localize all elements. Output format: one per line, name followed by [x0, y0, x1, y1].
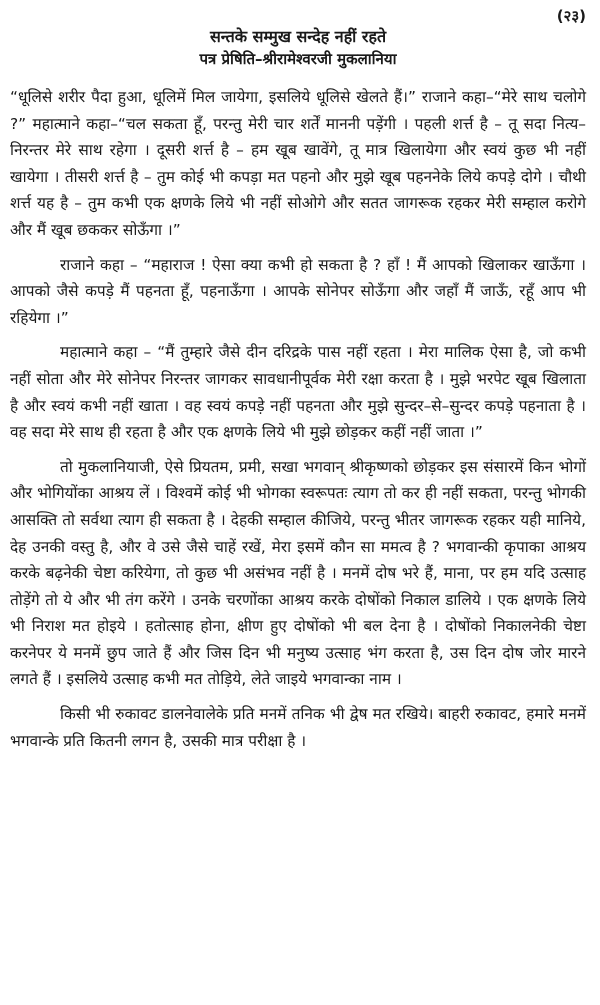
- paragraph: महात्माने कहा – “मैं तुम्हारे जैसे दीन दरिद्रके पास नहीं रहता । मेरा मालिक ऐसा है, जो कभी नहीं सोता और मेरे सोनेपर निरन्तर जागकर सावधानीपूर्वक मेरी रक्षा करता है । मुझे भरपेट खूब खिलाता है और स्वयं कभी नहीं खाता । वह स्वयं कपड़े नहीं पहनता और मुझे सुन्दर–से–सुन्दर कपड़े पहनाता है । वह सदा मेरे साथ ही रहता है और एक क्षणके लिये भी मुझे छोड़कर कहीं नहीं जाता ।”: [10, 343, 586, 442]
- letter-body: [10, 84, 586, 754]
- paragraph: राजाने कहा – “महाराज ! ऐसा क्या कभी हो सकता है ? हाँ ! मैं आपको खिलाकर खाऊँगा । आपको जैसे कपड़े मैं पहनता हूँ, पहनाऊँगा । आपके सोनेपर सोऊँगा और जहाँ मैं जाऊँ, रहूँ आप भी रहियेगा ।”: [10, 255, 586, 327]
- letter-title: सन्तके सम्मुख सन्देह नहीं रहते: [209, 27, 387, 46]
- letter-header: [10, 0, 586, 70]
- letter-recipient: पत्र प्रेषिति–श्रीरामेश्वरजी मुकलानिया: [199, 50, 397, 68]
- page-number: (२३): [556, 7, 586, 25]
- paragraph: “धूलिसे शरीर पैदा हुआ, धूलिमें मिल जायेगा, इसलिये धूलिसे खेलते हैं।” राजाने कहा–“मेरे साथ चलोगे ?” महात्माने कहा–“चल सकता हूँ, परन्तु मेरी चार शर्तें माननी पड़ेंगी । पहली शर्त्त है – तू सदा नित्य–निरन्तर मेरे साथ रहेगा । दूसरी शर्त्त है – हम खूब खावेंगे, तू मात्र खिलायेगा और स्वयं कुछ भी नहीं खायेगा । तीसरी शर्त्त है – तुम कोई भी कपड़ा मत पहनो और मुझे खूब पहननेके लिये कपड़े दोगे । चौथी शर्त्त यह है – तुम कभी एक क्षणके लिये भी नहीं सोओगे और सतत जागरूक रहकर मेरी सम्हाल करोगे और मैं खूब छककर सोऊँगा ।”: [10, 88, 586, 239]
- paragraph: तो मुकलानियाजी, ऐसे प्रियतम, प्रमी, सखा भगवान् श्रीकृष्णको छोड़कर इस संसारमें किन भोगों और भोगियोंका आश्रय लें । विश्वमें कोई भी भोगका स्वरूपतः त्याग तो कर ही नहीं सकता, परन्तु भोगकी आसक्ति तो सर्वथा त्याग ही सकता है । देहकी सम्हाल कीजिये, परन्तु भीतर जागरूक रहकर यही मानिये, देह उनकी वस्तु है, और वे उसे जैसे चाहें रखें, मेरा इसमें कौन सा ममत्व है ? भगवान्की कृपाका आश्रय करके बढ़नेकी चेष्टा करियेगा, तो कुछ भी असंभव नहीं है । मनमें दोष भरे हैं, माना, पर हम यदि उत्साह तोड़ेंगे तो ये और भी तंग करेंगे । उनके चरणोंका आश्रय करके दोषोंको निकाल डालिये । एक क्षणके लिये भी निराश मत होइये । हतोत्साह होना, क्षीण हुए दोषोंको भी बल देना है । दोषोंको निकालनेकी चेष्टा करनेपर ये मनमें छुप जाते हैं और जिस दिन भी मनुष्य उत्साह भंग करता है, उस दिन दोष जोर मारने लगते हैं । इसलिये उत्साह कभी मत तोड़िये, लेते जाइये भगवान्का नाम ।: [10, 457, 587, 689]
- paragraph: किसी भी रुकावट डालनेवालेके प्रति मनमें तनिक भी द्वेष मत रखिये। बाहरी रुकावट, हमारे मनमें भगवान्के प्रति कितनी लगन है, उसकी मात्र परीक्षा है ।: [10, 705, 586, 750]
